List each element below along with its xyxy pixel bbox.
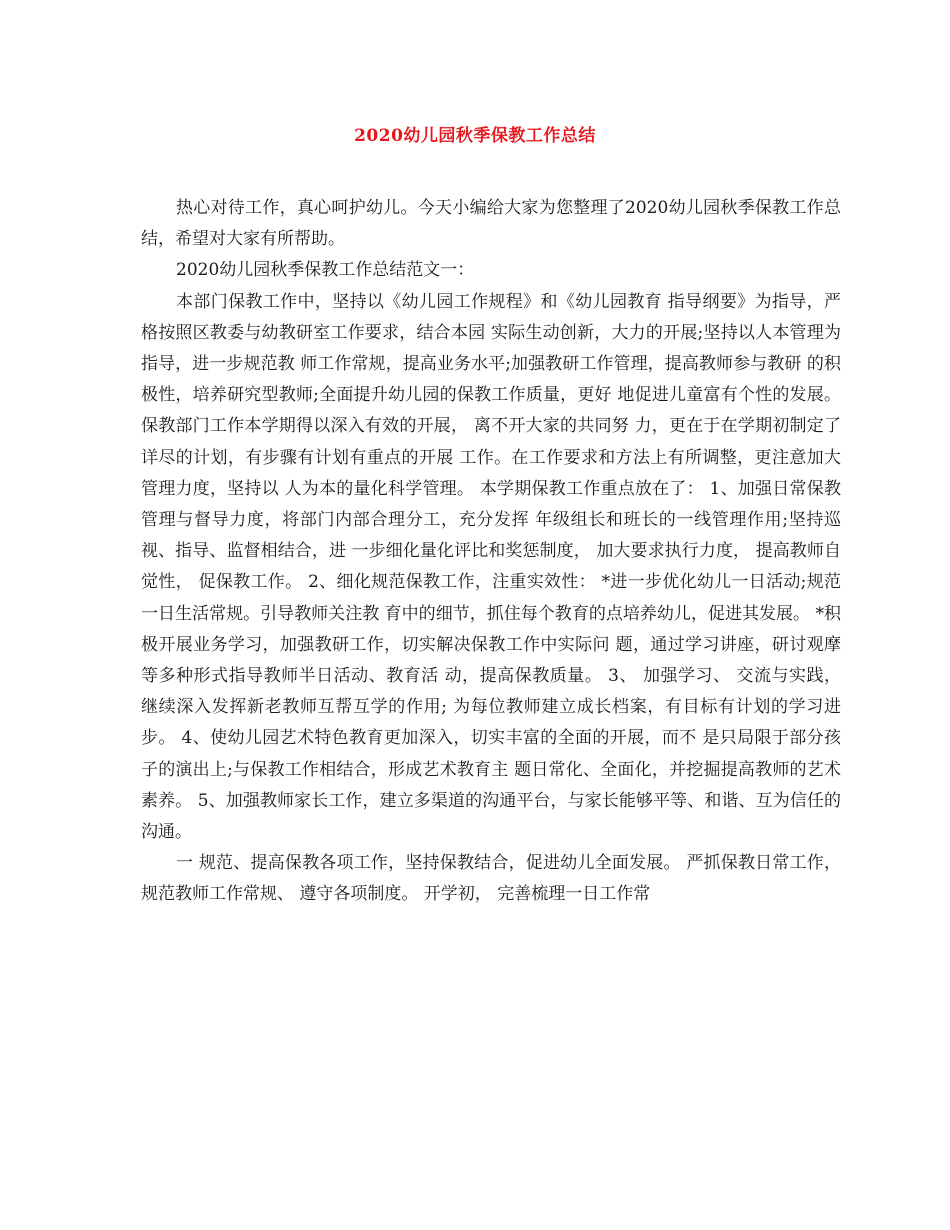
closing-paragraph: 一 规范、提高保教各项工作，坚持保教结合，促进幼儿全面发展。 严抓保教日常工作， 规范教师工作常规、 遵守各项制度。 开学初， 完善梳理一日工作常 [141,853,841,905]
document-body [141,193,841,911]
main-paragraph: 本部门保教工作中，坚持以《幼儿园工作规程》和《幼儿园教育 指导纲要》为指导，严格按照区教委与幼教研室工作要求，结合本园 实际生动创新，大力的开展;坚持以人本管理为指导，进一步规范教 师工作常规，提高业务水平;加强教研工作管理，提高教师参与教研 的积极性，培养研究型教师;全面提升幼儿园的保教工作质量，更好 地促进儿童富有个性的发展。 保教部门工作本学期得以深入有效的开展， 离不开大家的共同努 力，更在于在学期初制定了详尽的计划，有步骤有计划有重点的开展 工作。在工作要求和方法上有所调整，更注意加大管理力度，坚持以 人为本的量化科学管理。 本学期保教工作重点放在了： 1、加强日常保教管理与督导力度，将部门内部合理分工，充分发挥 年级组长和班长的一线管理作用;坚持巡视、指导、监督相结合，进 一步细化量化评比和奖惩制度， 加大要求执行力度， 提高教师自觉性， 促保教工作。 2、细化规范保教工作，注重实效性： *进一步优化幼儿一日活动;规范一日生活常规。引导教师关注教 育中的细节，抓住每个教育的点培养幼儿，促进其发展。 *积极开展业务学习，加强教研工作，切实解决保教工作中实际问 题，通过学习讲座，研讨观摩等多种形式指导教师半日活动、教育活 动，提高保教质量。 3、 加强学习、 交流与实践， 继续深入发挥新老教师互帮互学的作用; 为每位教师建立成长档案，有目标有计划的学习进步。 4、使幼儿园艺术特色教育更加深入，切实丰富的全面的开展，而不 是只局限于部分孩子的演出上;与保教工作相结合，形成艺术教育主 题日常化、全面化，并挖掘提高教师的艺术素养。 5、加强教师家长工作，建立多渠道的沟通平台，与家长能够平等、和谐、互为信任的沟通。 [141,291,841,843]
section-heading-paragraph: 2020幼儿园秋季保教工作总结范文一： [176,260,475,281]
document-title: 2020幼儿园秋季保教工作总结 [354,126,596,146]
intro-paragraph: 热心对待工作，真心呵护幼儿。今天小编给大家为您整理了2020幼儿园秋季保教工作总结，希望对大家有所帮助。 [141,198,841,250]
